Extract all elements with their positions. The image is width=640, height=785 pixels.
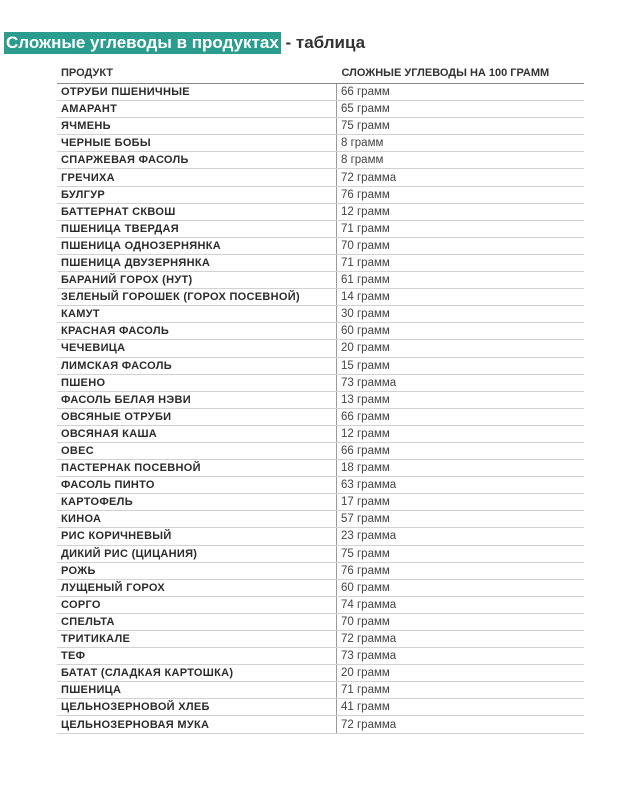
table-row — [57, 562, 584, 579]
product-name-cell: БУЛГУР — [57, 186, 337, 203]
carbs-value-cell: 65 грамм — [337, 101, 585, 118]
table-row — [57, 135, 584, 152]
table-row — [57, 186, 584, 203]
table-row — [57, 254, 584, 271]
table-row — [57, 101, 584, 118]
column-header-carbs: СЛОЖНЫЕ УГЛЕВОДЫ НА 100 ГРАММ — [337, 66, 585, 84]
product-name-cell: БАРАНИЙ ГОРОХ (НУТ) — [57, 272, 337, 289]
table-row — [57, 169, 584, 186]
carbs-value-cell: 74 грамма — [337, 596, 585, 613]
carbs-value-cell: 60 грамм — [337, 579, 585, 596]
product-name-cell: ПШЕНИЦА ОДНОЗЕРНЯНКА — [57, 237, 337, 254]
carbs-value-cell: 18 грамм — [337, 460, 585, 477]
table-row — [57, 579, 584, 596]
product-name-cell: ЦЕЛЬНОЗЕРНОВОЙ ХЛЕБ — [57, 699, 337, 716]
product-name-cell: ПАСТЕРНАК ПОСЕВНОЙ — [57, 460, 337, 477]
carbs-value-cell: 61 грамм — [337, 272, 585, 289]
product-name-cell: ПШЕНИЦА — [57, 682, 337, 699]
product-name-cell: ФАСОЛЬ БЕЛАЯ НЭВИ — [57, 391, 337, 408]
table-row — [57, 477, 584, 494]
carbs-value-cell: 41 грамм — [337, 699, 585, 716]
product-name-cell: ТЕФ — [57, 648, 337, 665]
carbs-value-cell: 20 грамм — [337, 340, 585, 357]
table-row — [57, 425, 584, 442]
carbs-value-cell: 66 грамм — [337, 84, 585, 101]
table-row — [57, 682, 584, 699]
carbs-value-cell: 70 грамм — [337, 613, 585, 630]
table-row — [57, 460, 584, 477]
product-name-cell: ЗЕЛЕНЫЙ ГОРОШЕК (ГОРОХ ПОСЕВНОЙ) — [57, 289, 337, 306]
carbs-value-cell: 71 грамм — [337, 682, 585, 699]
carbs-value-cell: 72 грамма — [337, 716, 585, 733]
page-title-suffix: - таблица — [280, 33, 366, 52]
product-name-cell: БАТТЕРНАТ СКВОШ — [57, 203, 337, 220]
product-name-cell: ОВЕС — [57, 442, 337, 459]
product-name-cell: СПАРЖЕВАЯ ФАСОЛЬ — [57, 152, 337, 169]
table-row — [57, 528, 584, 545]
carbs-value-cell: 75 грамм — [337, 118, 585, 135]
product-name-cell: ЛИМСКАЯ ФАСОЛЬ — [57, 357, 337, 374]
table-row — [57, 408, 584, 425]
table-row — [57, 494, 584, 511]
carbs-value-cell: 57 грамм — [337, 511, 585, 528]
table-row — [57, 613, 584, 630]
carbs-table — [57, 66, 584, 734]
carbs-value-cell: 76 грамм — [337, 562, 585, 579]
page-title — [4, 30, 365, 56]
table-row — [57, 357, 584, 374]
carbs-value-cell: 73 грамма — [337, 374, 585, 391]
product-name-cell: ДИКИЙ РИС (ЦИЦАНИЯ) — [57, 545, 337, 562]
carbs-value-cell: 72 грамма — [337, 631, 585, 648]
carbs-value-cell: 70 грамм — [337, 237, 585, 254]
table-row — [57, 237, 584, 254]
product-name-cell: КАМУТ — [57, 306, 337, 323]
product-name-cell: СОРГО — [57, 596, 337, 613]
carbs-value-cell: 73 грамма — [337, 648, 585, 665]
table-row — [57, 511, 584, 528]
table-body — [57, 84, 584, 734]
table-row — [57, 374, 584, 391]
product-name-cell: ПШЕНИЦА ДВУЗЕРНЯНКА — [57, 254, 337, 271]
page-title-highlight: Сложные углеводы в продуктах — [6, 33, 279, 52]
carbs-value-cell: 12 грамм — [337, 203, 585, 220]
product-name-cell: ЧЕЧЕВИЦА — [57, 340, 337, 357]
product-name-cell: ЦЕЛЬНОЗЕРНОВАЯ МУКА — [57, 716, 337, 733]
table-row — [57, 323, 584, 340]
carbs-value-cell: 66 грамм — [337, 442, 585, 459]
carbs-value-cell: 60 грамм — [337, 323, 585, 340]
product-name-cell: ОТРУБИ ПШЕНИЧНЫЕ — [57, 84, 337, 101]
carbs-value-cell: 12 грамм — [337, 425, 585, 442]
carbs-value-cell: 30 грамм — [337, 306, 585, 323]
carbs-value-cell: 72 грамма — [337, 169, 585, 186]
table-row — [57, 84, 584, 101]
carbs-value-cell: 75 грамм — [337, 545, 585, 562]
product-name-cell: СПЕЛЬТА — [57, 613, 337, 630]
carbs-value-cell: 66 грамм — [337, 408, 585, 425]
product-name-cell: ФАСОЛЬ ПИНТО — [57, 477, 337, 494]
product-name-cell: ПШЕНИЦА ТВЕРДАЯ — [57, 220, 337, 237]
product-name-cell: ОВСЯНАЯ КАША — [57, 425, 337, 442]
product-name-cell: ПШЕНО — [57, 374, 337, 391]
carbs-value-cell: 15 грамм — [337, 357, 585, 374]
product-name-cell: ЛУЩЕНЫЙ ГОРОХ — [57, 579, 337, 596]
table-row — [57, 391, 584, 408]
table-row — [57, 289, 584, 306]
product-name-cell: КИНОА — [57, 511, 337, 528]
carbs-value-cell: 76 грамм — [337, 186, 585, 203]
table-row — [57, 152, 584, 169]
carbs-value-cell: 63 грамма — [337, 477, 585, 494]
product-name-cell: КРАСНАЯ ФАСОЛЬ — [57, 323, 337, 340]
carbs-value-cell: 8 грамм — [337, 135, 585, 152]
table-row — [57, 118, 584, 135]
table-header-row — [57, 66, 584, 84]
table-row — [57, 306, 584, 323]
product-name-cell: ГРЕЧИХА — [57, 169, 337, 186]
carbs-value-cell: 14 грамм — [337, 289, 585, 306]
carbs-value-cell: 8 грамм — [337, 152, 585, 169]
table-row — [57, 220, 584, 237]
carbs-value-cell: 17 грамм — [337, 494, 585, 511]
product-name-cell: АМАРАНТ — [57, 101, 337, 118]
product-name-cell: ТРИТИКАЛЕ — [57, 631, 337, 648]
product-name-cell: ЧЕРНЫЕ БОБЫ — [57, 135, 337, 152]
table-row — [57, 596, 584, 613]
table-row — [57, 272, 584, 289]
table-row — [57, 699, 584, 716]
product-name-cell: БАТАТ (СЛАДКАЯ КАРТОШКА) — [57, 665, 337, 682]
table-row — [57, 340, 584, 357]
table-row — [57, 716, 584, 733]
carbs-value-cell: 23 грамма — [337, 528, 585, 545]
table-row — [57, 665, 584, 682]
carbs-value-cell: 71 грамм — [337, 254, 585, 271]
table-row — [57, 648, 584, 665]
product-name-cell: ЯЧМЕНЬ — [57, 118, 337, 135]
table-row — [57, 442, 584, 459]
carbs-value-cell: 20 грамм — [337, 665, 585, 682]
product-name-cell: РОЖЬ — [57, 562, 337, 579]
table-row — [57, 545, 584, 562]
table-row — [57, 203, 584, 220]
carbs-value-cell: 71 грамм — [337, 220, 585, 237]
product-name-cell: КАРТОФЕЛЬ — [57, 494, 337, 511]
product-name-cell: ОВСЯНЫЕ ОТРУБИ — [57, 408, 337, 425]
product-name-cell: РИС КОРИЧНЕВЫЙ — [57, 528, 337, 545]
carbs-value-cell: 13 грамм — [337, 391, 585, 408]
table-row — [57, 631, 584, 648]
column-header-product: ПРОДУКТ — [57, 66, 337, 84]
